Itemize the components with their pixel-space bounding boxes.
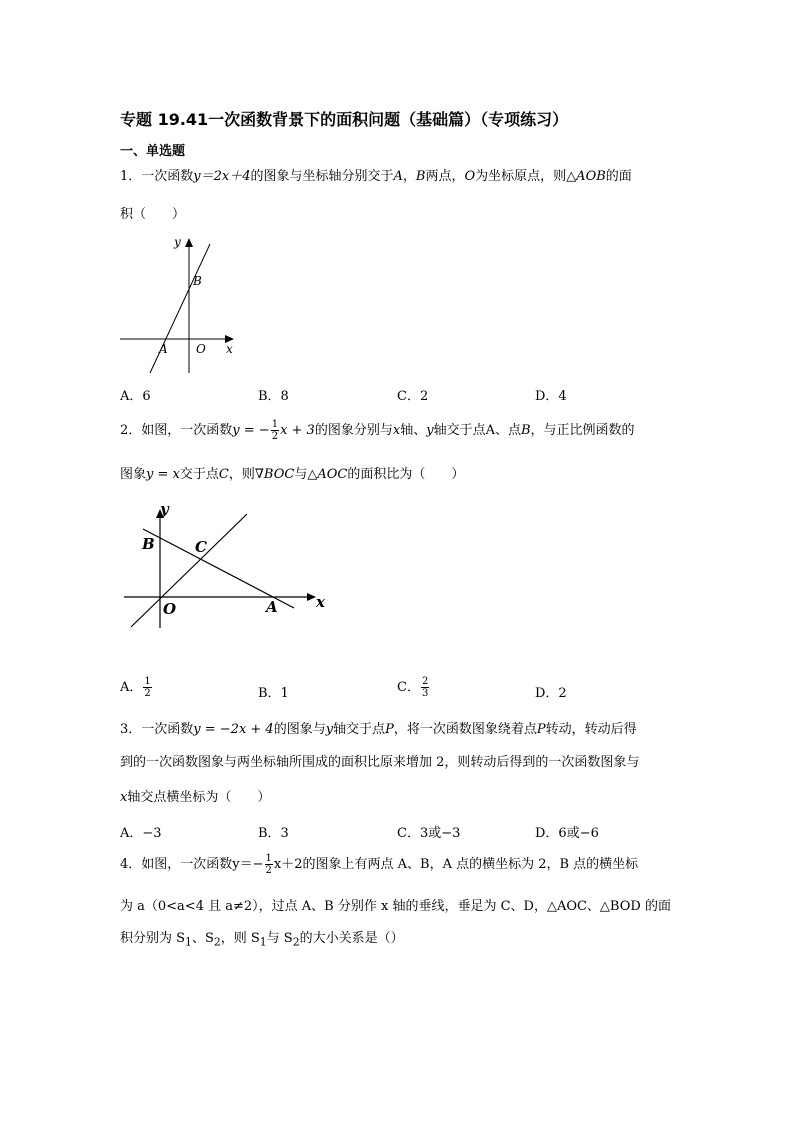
q2-line-ab (143, 529, 294, 608)
q4-fraction (265, 853, 273, 876)
q1-point-b: B (415, 169, 426, 184)
q2-opt-c-fraction (421, 676, 429, 699)
q2-point-b: B (520, 423, 531, 438)
q4-l3-mid2: ，则 S (220, 931, 260, 946)
q1-label-b: B (193, 274, 202, 288)
question-3-line-3 (120, 786, 270, 805)
q1-label-x: x (226, 342, 233, 356)
q3-option-c[interactable]: C．3或−3 (397, 826, 461, 841)
question-2-line-1 (120, 418, 635, 444)
q2-label-x: x (316, 593, 325, 611)
q4-l3-mid3: 与 S (266, 931, 293, 946)
q1-text-4: 的面 (605, 169, 632, 184)
q2-prefix: 2．如图，一次函数 (120, 423, 233, 438)
q2-label-b: B (142, 535, 155, 553)
q3-option-a[interactable]: A．−3 (120, 826, 162, 841)
q2-figure (118, 500, 338, 635)
q2-y: y (426, 423, 434, 438)
q2-text-3: 轴交于点A、点 (433, 423, 521, 438)
q3-point-p-2: P (536, 722, 546, 737)
q2-text-4: ，与正比例函数的 (530, 423, 635, 438)
q1-triangle: △AOB (566, 169, 606, 184)
q3-function: y = −2x + 4 (193, 722, 274, 737)
q4-function-tail: x＋2 (273, 857, 303, 872)
q1-text-3: 为坐标原点，则 (475, 169, 567, 184)
q2-label-o: O (163, 600, 177, 618)
q4-sub-1: 1 (185, 935, 192, 949)
q4-sub-2: 2 (213, 935, 221, 949)
q3-text-3: ，将一次函数图象绕着点 (393, 722, 537, 737)
page-title: 专题 19.41一次函数背景下的面积问题（基础篇）（专项练习） (120, 110, 569, 129)
q4-sub-3: 1 (259, 935, 267, 949)
question-4-line-2: 为 a（0<a<4 且 a≠2），过点 A、B 分别作 x 轴的垂线，垂足为 C、D，△AOC、△BOD 的面 (120, 899, 671, 914)
question-4-line-1 (120, 852, 638, 878)
q2-x-arrow (307, 593, 316, 601)
question-1-line-2: 积（ ） (120, 207, 186, 222)
q3-y: y (325, 722, 334, 737)
q2-boc: ∇BOC (254, 467, 295, 482)
q4-sub-4: 2 (292, 935, 300, 949)
q2-function-2: y = x (146, 467, 180, 482)
q2-opt-a-fraction (143, 676, 151, 699)
q2-text-2: 轴、 (400, 423, 427, 438)
question-2-line-2 (120, 463, 464, 482)
section-heading: 一、单选题 (120, 144, 186, 159)
q2-fraction (271, 419, 279, 442)
q2-frac-num: 1 (271, 419, 279, 430)
q1-function: y＝2x＋4 (193, 169, 251, 184)
q2-option-a[interactable] (120, 676, 153, 700)
q2-text: 的图象分别与 (314, 423, 393, 438)
q4-l3-pre: 积分别为 S (120, 931, 186, 946)
q2-function-start: y = − (232, 423, 270, 438)
q3-point-p: P (385, 722, 394, 737)
q4-l3-mid: 、S (191, 931, 214, 946)
q4-l3-end: 的大小关系是（） (299, 931, 404, 946)
q2-label-y: y (160, 500, 169, 518)
q1-option-d[interactable]: D．4 (535, 389, 567, 404)
q4-text: 的图象上有两点 A、B，A 点的横坐标为 2，B 点的横坐标 (302, 857, 639, 872)
q1-point-o: O (464, 169, 476, 184)
q1-label-o: O (196, 342, 206, 356)
q2-label-c: C (195, 538, 207, 556)
q2-line2-mid2: ，则 (228, 467, 255, 482)
q2-opt-c-den: 3 (421, 688, 429, 699)
q2-point-c: C (218, 467, 229, 482)
q4-frac-num: 1 (265, 853, 272, 864)
q2-opt-a-den: 2 (144, 688, 151, 699)
q4-frac-den: 2 (265, 865, 272, 876)
q3-text: 的图象与 (273, 722, 326, 737)
q1-prefix: 1．一次函数 (120, 169, 194, 184)
q2-x: x (392, 423, 401, 438)
q2-line-oc (131, 514, 247, 627)
q3-text-2: 轴交于点 (333, 722, 386, 737)
q3-prefix: 3．一次函数 (120, 722, 194, 737)
q3-line3-text: 轴交点横坐标为（ ） (127, 790, 271, 805)
q2-line2-end: 的面积比为（ ） (347, 467, 465, 482)
q2-option-b[interactable]: B．1 (258, 686, 289, 701)
q1-option-a[interactable]: A．6 (120, 389, 151, 404)
q2-aoc: AOC (317, 467, 348, 482)
q2-opt-c-label: C． (397, 680, 420, 695)
q1-y-arrow (185, 238, 193, 247)
q1-figure (112, 232, 242, 377)
q3-text-4: 转动，转动后得 (545, 722, 637, 737)
q2-line2-mid: 交于点 (179, 467, 219, 482)
q2-function-tail: x + 3 (280, 423, 315, 438)
question-3-line-2: 到的一次函数图象与两坐标轴所围成的面积比原来增加 2，则转动后得到的一次函数图象与 (120, 755, 640, 770)
q2-line2-pre: 图象 (120, 467, 147, 482)
q3-option-b[interactable]: B．3 (258, 826, 289, 841)
q2-opt-c-num: 2 (421, 676, 429, 687)
q1-label-a: A (159, 342, 168, 356)
q1-option-b[interactable]: B．8 (258, 389, 289, 404)
q2-opt-a-label: A． (120, 680, 143, 695)
q3-x: x (120, 790, 128, 805)
q1-text: 的图象与坐标轴分别交于 (250, 169, 394, 184)
question-4-line-3 (120, 927, 404, 949)
q3-option-d[interactable]: D．6或−6 (535, 826, 599, 841)
q1-label-y: y (174, 235, 181, 249)
question-3-line-1 (120, 718, 637, 737)
question-1-line-1 (120, 165, 632, 184)
q2-line2-mid3: 与△ (294, 467, 318, 482)
q1-point-a: A (393, 169, 403, 184)
q2-label-a: A (266, 598, 278, 616)
q2-frac-den: 2 (271, 431, 279, 442)
q2-option-c[interactable] (397, 676, 430, 700)
q1-comma: ， (402, 169, 416, 184)
q1-option-c[interactable]: C．2 (397, 389, 429, 404)
q1-text-2: 两点， (425, 169, 465, 184)
q2-opt-a-num: 1 (144, 676, 151, 687)
q4-prefix: 4．如图，一次函数y＝− (120, 857, 264, 872)
q2-option-d[interactable]: D．2 (535, 686, 567, 701)
